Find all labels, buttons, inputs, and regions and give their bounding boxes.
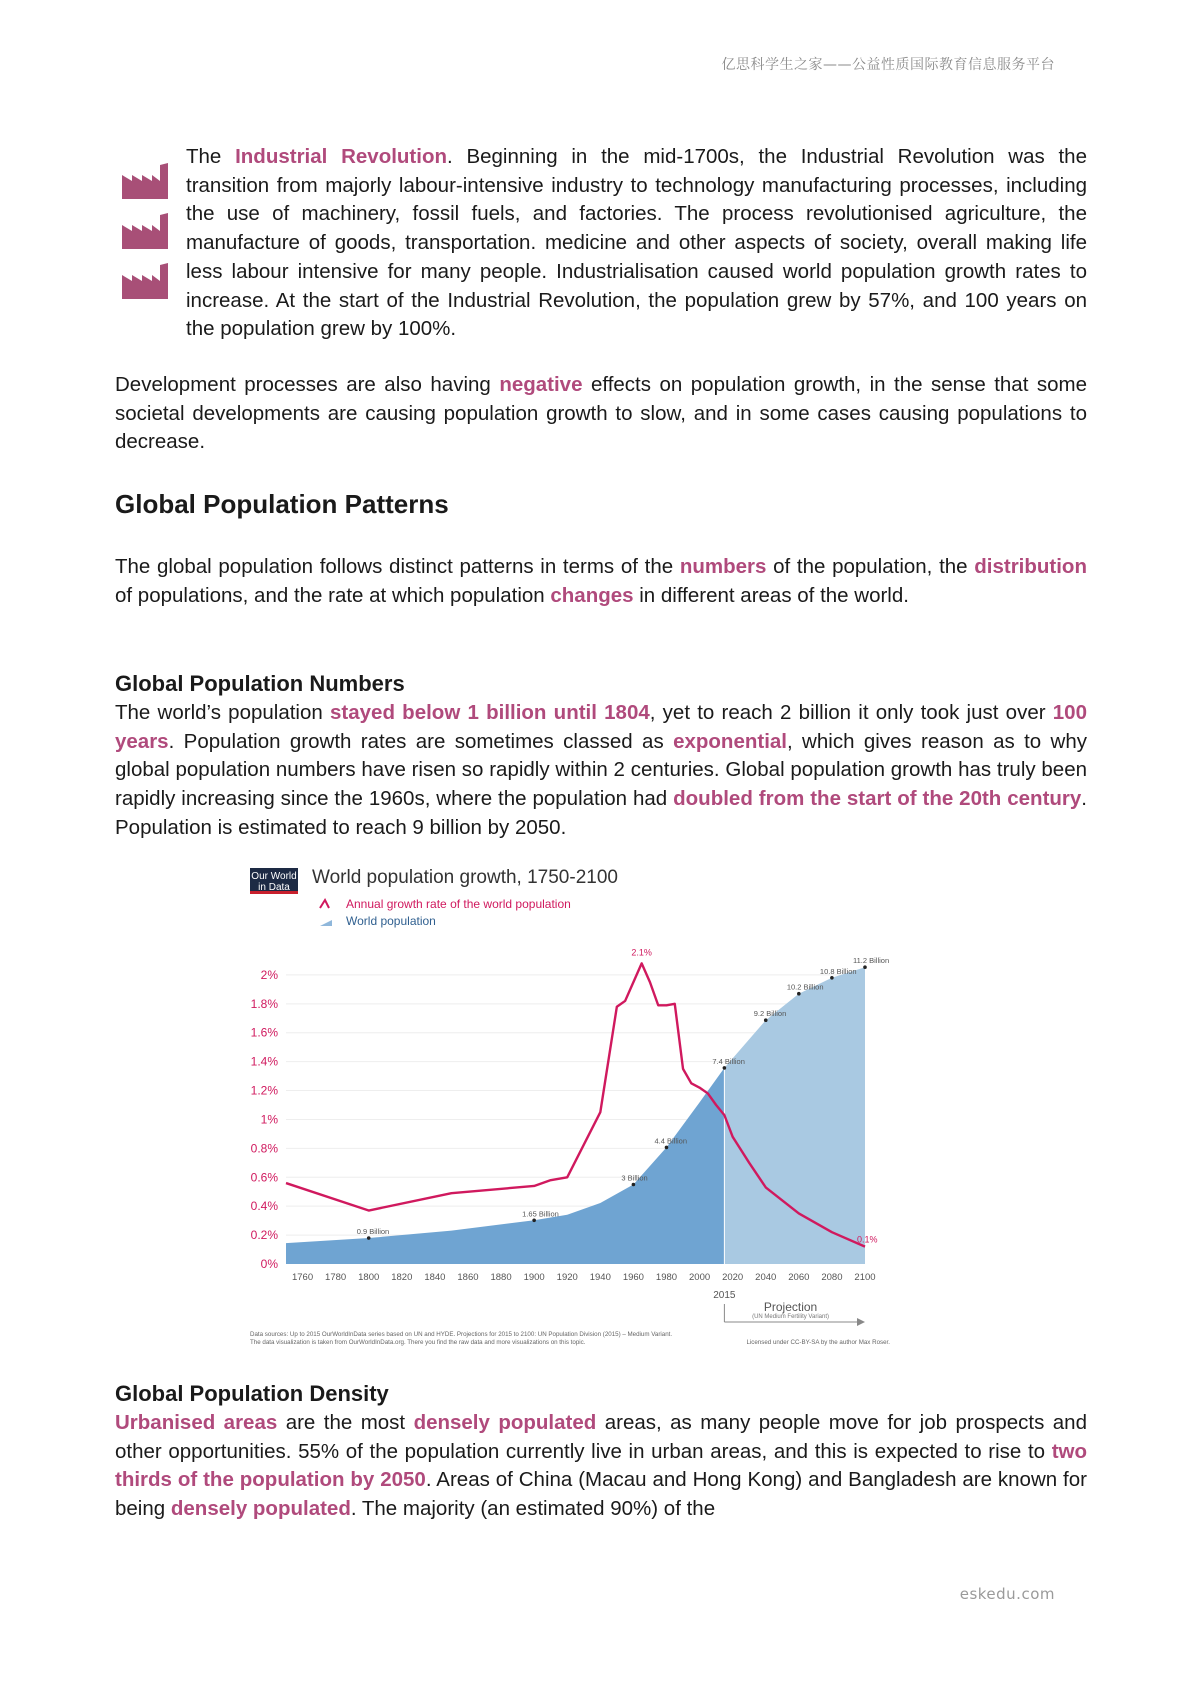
split-year-label: 2015: [713, 1290, 736, 1301]
population-point: [764, 1018, 768, 1022]
x-tick-label: 1980: [655, 1272, 678, 1283]
x-tick-label: 2040: [755, 1272, 777, 1283]
population-label: 9.2 Billion: [753, 1009, 787, 1019]
logo-line2: in Data: [258, 882, 290, 893]
source-line2: The data visualization is taken from OurWorldInData.org. There you find the raw data and more visualizations on this topic.: [250, 1339, 586, 1346]
x-tick-label: 1820: [391, 1272, 413, 1283]
legend-population-swatch: [320, 920, 332, 926]
chart-svg: [250, 862, 950, 1362]
end-label: 0.1%: [857, 1234, 878, 1245]
x-tick-label: 1960: [622, 1272, 644, 1283]
y-tick-label: 1.2%: [250, 1083, 278, 1098]
y-tick-label: 1.8%: [250, 996, 278, 1011]
development-paragraph: Development processes are also having negative effects on population growth, in the sense that some societal developments are causing population growth to slow, and in some cases causing populations to decrease.: [115, 373, 1088, 454]
x-tick-label: 1860: [457, 1272, 479, 1283]
footer-site: eskedu.com: [959, 1585, 1055, 1603]
population-label: 0.9 Billion: [356, 1227, 390, 1237]
factory-icon: [122, 163, 170, 199]
license-text: Licensed under CC-BY-SA by the author Max Roser.: [746, 1339, 890, 1346]
source-line1: Data sources: Up to 2015 OurWorldInData series based on UN and HYDE. Projections for 2015 to 2100: UN Population Division (2015) – Medium Variant.: [250, 1331, 673, 1338]
population-label: 3 Billion: [621, 1173, 648, 1183]
population-point: [665, 1146, 669, 1150]
y-tick-label: 0.2%: [250, 1228, 278, 1243]
x-tick-label: 1800: [358, 1272, 380, 1283]
x-axis-labels: [292, 1272, 876, 1283]
population-label: 10.8 Billion: [819, 966, 857, 976]
x-tick-label: 1900: [523, 1272, 545, 1283]
population-point: [723, 1066, 727, 1070]
y-tick-label: 1.6%: [250, 1025, 278, 1040]
population-growth-chart: [250, 862, 950, 1362]
population-point: [532, 1218, 536, 1222]
projection-arrowhead: [857, 1318, 865, 1326]
logo-line1: Our World: [251, 871, 297, 882]
x-tick-label: 2060: [788, 1272, 810, 1283]
x-tick-label: 1760: [291, 1272, 314, 1283]
chart-title: World population growth, 1750-2100: [312, 867, 618, 888]
population-label: 4.4 Billion: [654, 1136, 688, 1146]
numbers-paragraph: The world’s population stayed below 1 billion until 1804, yet to reach 2 billion it only took just over 100 years. Population growth rates are sometimes classed as exponential, which gives reason as to why global population numbers have risen so rapidly within 2 centuries. Global population growth has truly been rapidly increasing since the 1960s, where the population had doubled from the start of the 20th century. Population is estimated to reach 9 billion by 2050.: [115, 701, 1088, 839]
projection-sublabel: (UN Medium Fertility Variant): [752, 1314, 830, 1320]
industrial-revolution-paragraph: The Industrial Revolution. Beginning in the mid-1700s, the Industrial Revolution was the transition from majorly labour-intensive industry to technology manufacturing processes, including the use of machinery, fossil fuels, and factories. The process revolutionised agriculture, the manufacture of goods, transportation. medicine and other aspects of society, overall making life less labour intensive for many people. Industrialisation caused world population growth rates to increase. At the start of the Industrial Revolution, the population grew by 57%, and 100 years on the population grew by 100%.: [186, 145, 1087, 341]
patterns-paragraph: The global population follows distinct patterns in terms of the numbers of the population, the distribution of populations, and the rate at which population changes in different areas of the world.: [115, 555, 1087, 607]
population-point: [632, 1183, 636, 1187]
x-tick-label: 1840: [424, 1272, 446, 1283]
y-tick-label: 2%: [260, 967, 278, 982]
y-axis-labels: [251, 968, 279, 1271]
factory-icon: [122, 213, 170, 249]
peak-label: 2.1%: [631, 947, 652, 958]
population-label: 11.2 Billion: [853, 956, 890, 966]
x-tick-label: 1920: [556, 1272, 578, 1283]
y-tick-label: 0.8%: [250, 1141, 278, 1156]
y-tick-label: 0.6%: [250, 1170, 278, 1185]
y-tick-label: 0%: [260, 1257, 278, 1271]
factory-icon: [122, 263, 170, 299]
x-tick-label: 1940: [589, 1272, 611, 1283]
projection-label: Projection: [763, 1300, 818, 1314]
population-point: [830, 976, 834, 980]
density-paragraph: Urbanised areas are the most densely populated areas, as many people move for job prospects and other opportunities. 55% of the population currently live in urban areas, and this is expected to rise to two thirds of the population by 2050. Areas of China (Macau and Hong Kong) and Bangladesh are known for being densely populated. The majority (an estimated 90%) of the: [115, 1411, 1087, 1521]
y-tick-label: 0.4%: [250, 1199, 278, 1214]
population-area-historical: [286, 1068, 724, 1264]
section-heading-numbers: Global Population Numbers: [115, 671, 405, 696]
population-point: [863, 965, 867, 969]
factory-icon-column: [122, 163, 172, 313]
x-tick-label: 2100: [854, 1272, 876, 1283]
y-tick-label: 1%: [260, 1112, 278, 1127]
industrial-revolution-term: Industrial Revolution: [235, 145, 447, 168]
population-label: 7.4 Billion: [712, 1056, 745, 1066]
x-tick-label: 2080: [821, 1272, 843, 1283]
legend-growth-swatch: [320, 900, 329, 908]
population-point: [797, 992, 801, 996]
legend-growth-label: Annual growth rate of the world population: [346, 897, 571, 911]
header-site: 亿思科学生之家——公益性质国际教育信息服务平台: [721, 57, 1055, 73]
x-tick-label: 1880: [490, 1272, 512, 1283]
section-heading-density: Global Population Density: [115, 1381, 389, 1406]
x-tick-label: 1780: [325, 1272, 347, 1283]
population-area-projection: [724, 967, 865, 1264]
x-tick-label: 2000: [689, 1272, 711, 1283]
section-heading-patterns: Global Population Patterns: [115, 489, 449, 519]
population-label: 10.2 Billion: [786, 982, 824, 992]
population-label: 1.65 Billion: [522, 1209, 559, 1219]
population-point: [367, 1236, 371, 1240]
industrial-revolution-block: [122, 143, 1087, 343]
y-tick-label: 1.4%: [250, 1054, 278, 1069]
legend-population-label: World population: [346, 914, 436, 928]
x-tick-label: 2020: [722, 1272, 744, 1283]
